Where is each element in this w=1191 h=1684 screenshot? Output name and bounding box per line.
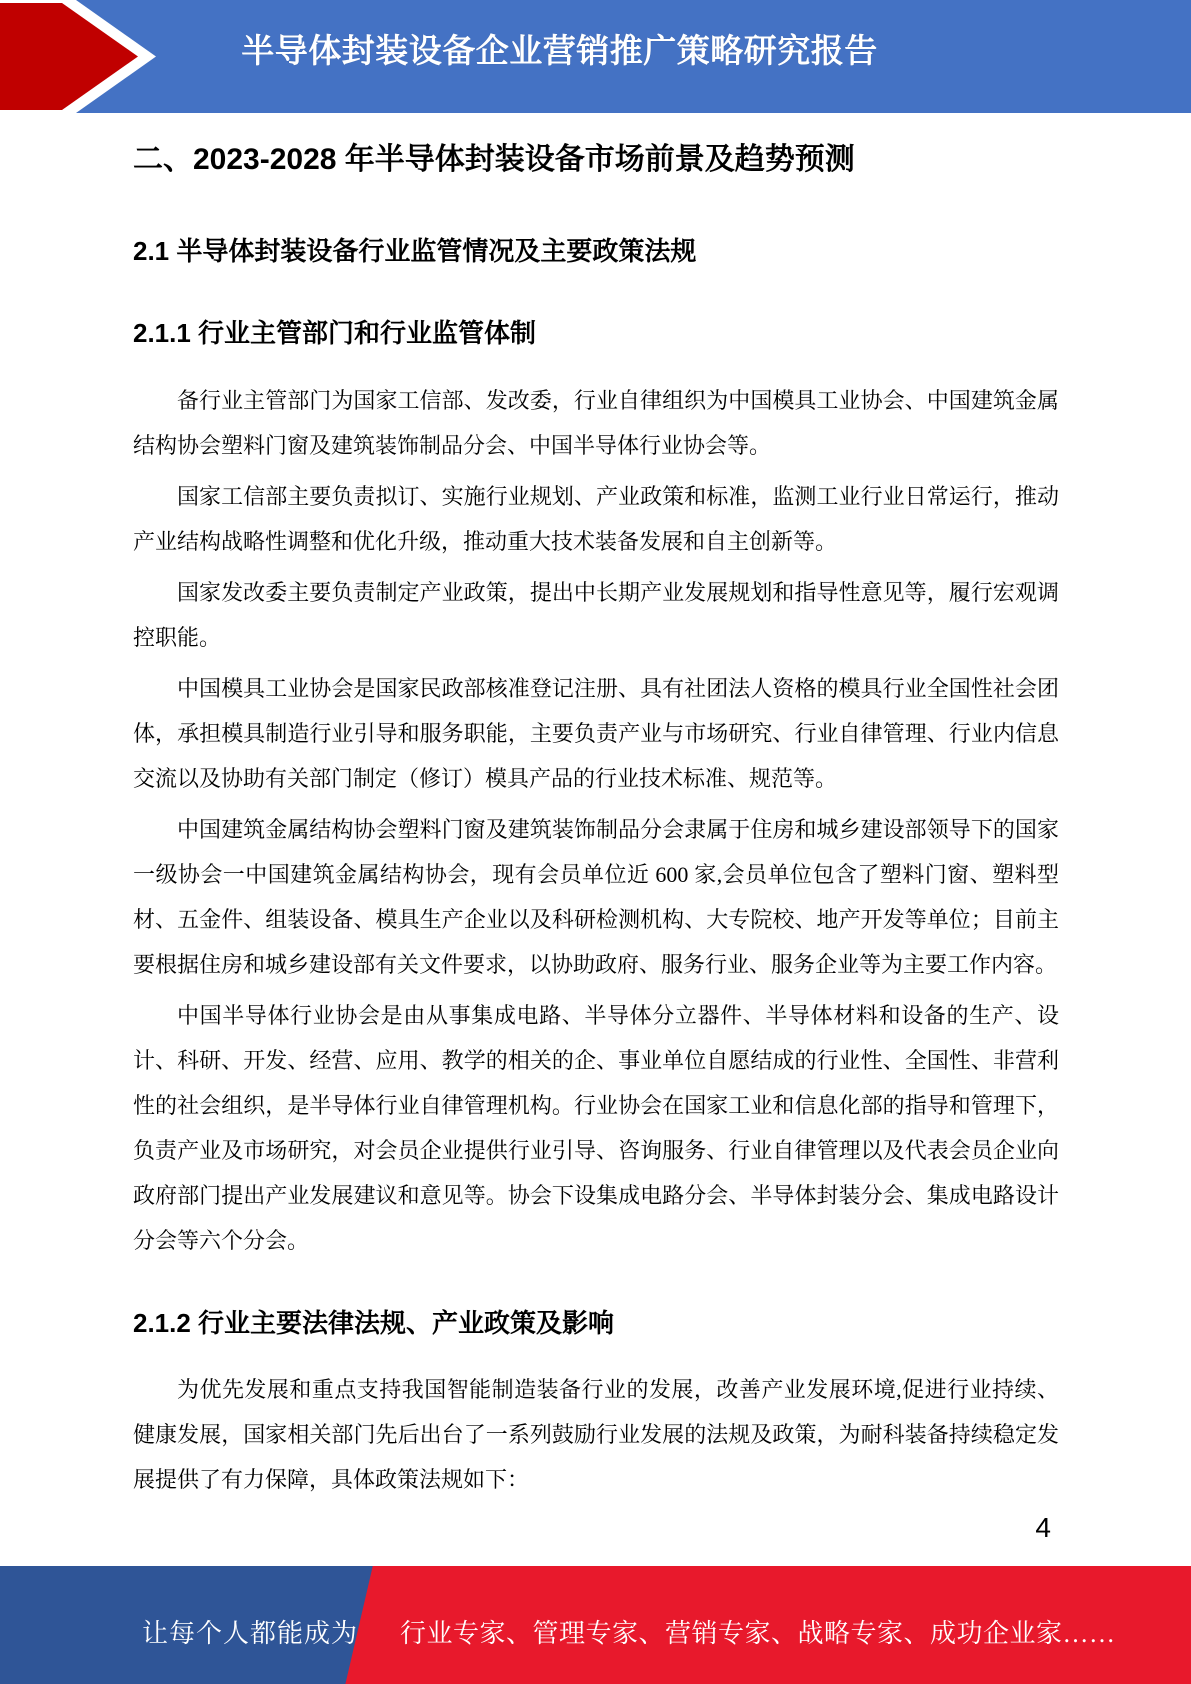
page-number: 4 (1035, 1512, 1051, 1543)
header-banner (0, 0, 1191, 113)
paragraph: 国家发改委主要负责制定产业政策，提出中长期产业发展规划和指导性意见等，履行宏观调控职能。 (133, 579, 1059, 650)
section-heading-2-1: 2.1 半导体封装设备行业监管情况及主要政策法规 (133, 235, 697, 266)
subsection-heading-2-1-1: 2.1.1 行业主管部门和行业监管体制 (133, 318, 537, 348)
paragraph: 中国建筑金属结构协会塑料门窗及建筑装饰制品分会隶属于住房和城乡建设部领导下的国家一级协会一中国建筑金属结构协会，现有会员单位近 600 家,会员单位包含了塑料门窗、塑料型材、五金件、组装设备、模具生产企业以及科研检测机构、大专院校、地产开发等单位；目前主要根据住房和城乡建设部有关文件要求，以协助政府、服务行业、服务企业等为主要工作内容。 (133, 816, 1059, 977)
header-title-wrap (0, 0, 1191, 113)
paragraph: 国家工信部主要负责拟订、实施行业规划、产业政策和标准，监测工业行业日常运行，推动产业结构战略性调整和优化升级，推动重大技术装备发展和自主创新等。 (133, 483, 1059, 554)
footer-slogan-left: 让每个人都能成为 (142, 1619, 359, 1648)
report-title: 半导体封装设备企业营销推广策略研究报告 (241, 32, 878, 69)
paragraph: 中国半导体行业协会是由从事集成电路、半导体分立器件、半导体材料和设备的生产、设计、科研、开发、经营、应用、教学的相关的企、事业单位自愿结成的行业性、全国性、非营利性的社会组织，是半导体行业自律管理机构。行业协会在国家工业和信息化部的指导和管理下，负责产业及市场研究，对会员企业提供行业引导、咨询服务、行业自律管理以及代表会员企业向政府部门提出产业发展建议和意见等。协会下设集成电路分会、半导体封装分会、集成电路设计分会等六个分会。 (133, 1002, 1059, 1253)
paragraph: 中国模具工业协会是国家民政部核准登记注册、具有社团法人资格的模具行业全国性社会团体，承担模具制造行业引导和服务职能，主要负责产业与市场研究、行业自律管理、行业内信息交流以及协助有关部门制定（修订）模具产品的行业技术标准、规范等。 (133, 675, 1059, 791)
paragraph: 为优先发展和重点支持我国智能制造装备行业的发展，改善产业发展环境,促进行业持续、健康发展，国家相关部门先后出台了一系列鼓励行业发展的法规及政策，为耐科装备持续稳定发展提供了有力保障，具体政策法规如下： (133, 1377, 1059, 1492)
subsection-heading-2-1-2: 2.1.2 行业主要法律法规、产业政策及影响 (133, 1307, 615, 1338)
footer-slogan-right: 行业专家、管理专家、营销专家、战略专家、成功企业家…… (400, 1619, 1116, 1648)
chapter-heading: 二、2023-2028 年半导体封装设备市场前景及趋势预测 (133, 143, 855, 176)
footer-bar (0, 1566, 1191, 1684)
document-content (133, 113, 1059, 1544)
paragraph: 备行业主管部门为国家工信部、发改委，行业自律组织为中国模具工业协会、中国建筑金属结构协会塑料门窗及建筑装饰制品分会、中国半导体行业协会等。 (133, 387, 1059, 458)
